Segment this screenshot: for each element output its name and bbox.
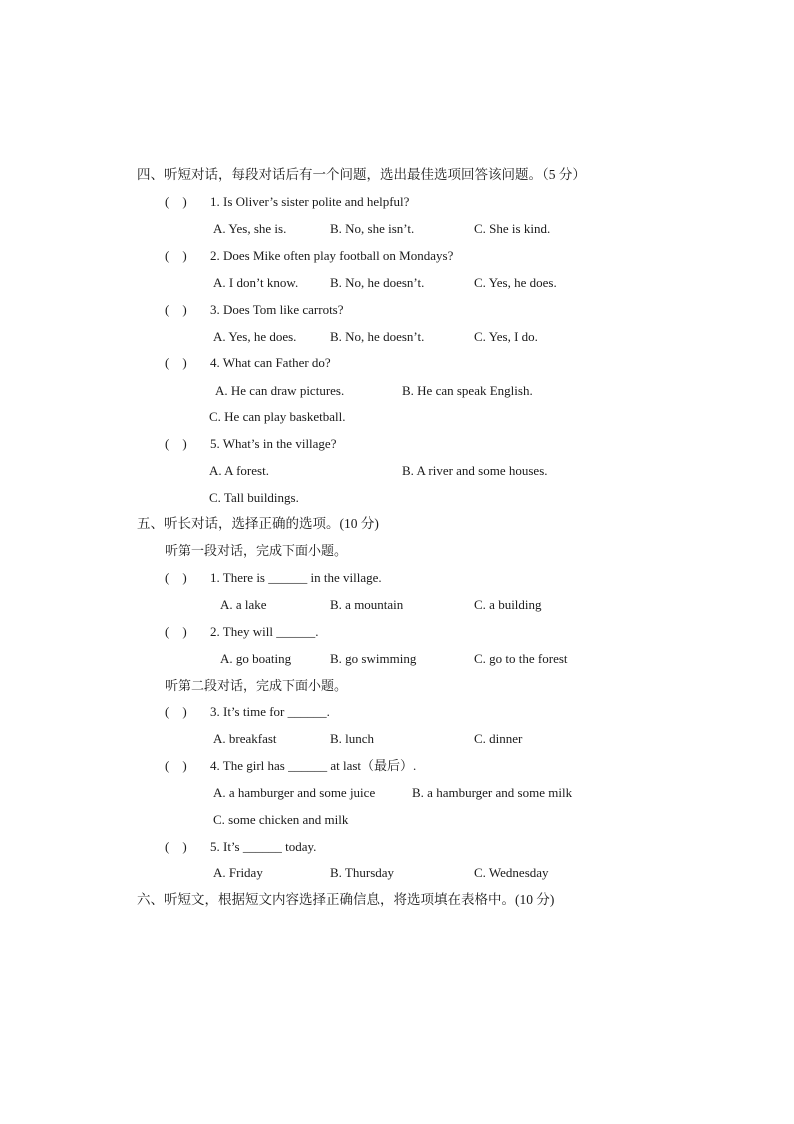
question-5-4 (165, 758, 416, 774)
option-b: B. a hamburger and some milk (412, 785, 573, 800)
option-a: A. Yes, she is. (213, 221, 287, 236)
option-a: A. Yes, he does. (213, 329, 297, 344)
question-5-3 (165, 704, 330, 720)
option-b: B. Thursday (330, 865, 395, 880)
question-text: 2. Does Mike often play football on Mondays? (210, 248, 454, 263)
option-c: C. Yes, I do. (474, 329, 538, 344)
option-a: A. a hamburger and some juice (213, 785, 376, 800)
option-c: C. Yes, he does. (474, 275, 557, 290)
question-4-4 (165, 355, 331, 371)
question-4-1 (165, 194, 409, 210)
part-1-instruction: 听第一段对话，完成下面小题。 (165, 543, 348, 558)
answer-bracket: ( ) (165, 436, 187, 451)
option-c: C. He can play basketball. (209, 409, 346, 424)
question-5-5 (165, 839, 316, 855)
answer-bracket: ( ) (165, 570, 187, 585)
option-a: A. breakfast (213, 731, 277, 746)
question-text: 4. What can Father do? (210, 355, 331, 370)
option-b: B. A river and some houses. (402, 463, 548, 478)
option-a: A. I don’t know. (213, 275, 299, 290)
question-text: 3. It’s time for ______. (210, 704, 330, 719)
question-text: 2. They will ______. (210, 624, 319, 639)
option-a: A. He can draw pictures. (215, 383, 345, 398)
option-c: C. go to the forest (474, 651, 568, 666)
option-b: B. He can speak English. (402, 383, 533, 398)
question-text: 5. It’s ______ today. (210, 839, 317, 854)
option-c: C. She is kind. (474, 221, 551, 236)
question-4-2 (165, 248, 453, 264)
option-a: A. A forest. (209, 463, 269, 478)
option-c: C. Tall buildings. (209, 490, 299, 505)
question-text: 3. Does Tom like carrots? (210, 302, 344, 317)
option-b: B. No, she isn’t. (330, 221, 415, 236)
question-text: 5. What’s in the village? (210, 436, 337, 451)
option-a: A. Friday (213, 865, 263, 880)
answer-bracket: ( ) (165, 758, 187, 773)
option-a: A. go boating (220, 651, 292, 666)
option-c: C. Wednesday (474, 865, 549, 880)
option-a: A. a lake (220, 597, 267, 612)
section-5-heading: 五、听长对话，选择正确的选项。(10 分) (137, 516, 379, 531)
question-5-2 (165, 624, 318, 640)
answer-bracket: ( ) (165, 302, 187, 317)
answer-bracket: ( ) (165, 839, 187, 854)
part-2-instruction: 听第二段对话，完成下面小题。 (165, 678, 348, 693)
answer-bracket: ( ) (165, 194, 187, 209)
option-c: C. dinner (474, 731, 523, 746)
answer-bracket: ( ) (165, 355, 187, 370)
question-text: 4. The girl has ______ at last（最后）. (210, 758, 417, 773)
question-text: 1. Is Oliver’s sister polite and helpful? (210, 194, 410, 209)
option-b: B. go swimming (330, 651, 417, 666)
option-c: C. a building (474, 597, 542, 612)
section-4-heading: 四、听短对话，每段对话后有一个问题，选出最佳选项回答该问题。（5 分） (137, 167, 586, 182)
option-b: B. a mountain (330, 597, 404, 612)
option-b: B. lunch (330, 731, 375, 746)
question-4-3 (165, 302, 344, 318)
answer-bracket: ( ) (165, 248, 187, 263)
question-5-1 (165, 570, 382, 586)
option-b: B. No, he doesn’t. (330, 329, 425, 344)
question-text: 1. There is ______ in the village. (210, 570, 382, 585)
answer-bracket: ( ) (165, 704, 187, 719)
section-6-heading: 六、听短文，根据短文内容选择正确信息，将选项填在表格中。(10 分) (137, 892, 555, 907)
question-4-5 (165, 436, 336, 452)
option-c: C. some chicken and milk (213, 812, 349, 827)
answer-bracket: ( ) (165, 624, 187, 639)
option-b: B. No, he doesn’t. (330, 275, 425, 290)
